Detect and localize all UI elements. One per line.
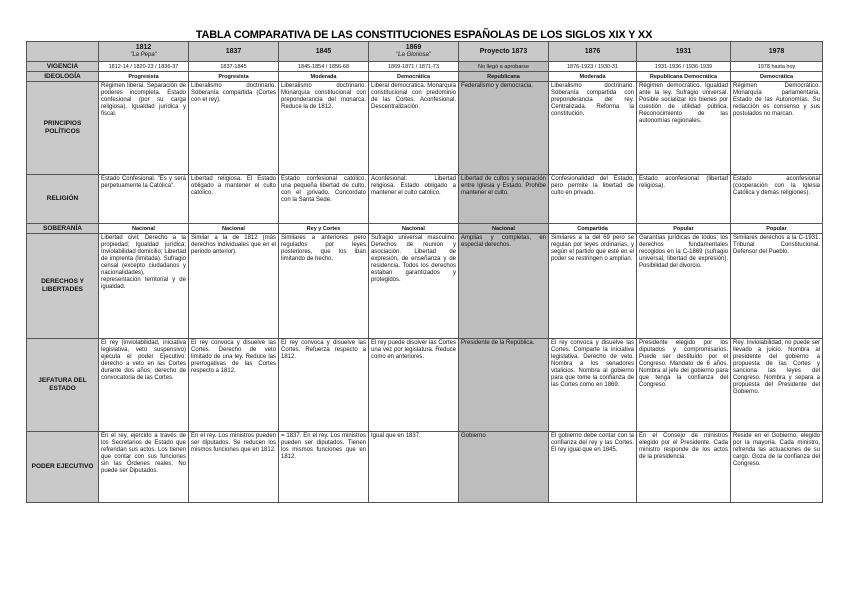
cell: Estado confesional católico, una pequeña libertad de culto, con el ¡privado. Concordato con la Santa Sede. [279,175,369,224]
header-proyecto-1873 [459,42,549,62]
cell: Estado aconfesional (libertad religiosa). [637,175,731,224]
cell: Estado Confesional. "Es y será perpetuamente la Católica". [99,175,189,224]
header-1845 [279,42,369,62]
cell: Régimen democrático. Igualdad ante la ley. Sufragio universal. Posible socializar los bienes por cuestión de utilidad pública. Reconocimiento de las autonomías regionales. [637,82,731,175]
cell: Popular [731,224,823,234]
cell: Nacional [99,224,189,234]
cell: Democrática [369,72,459,82]
cell: El rey puede disolver las Cortes una vez por legislatura. Reduce como en anteriores. [369,339,459,432]
row-soberania [27,224,823,234]
cell: 1876-1923 / 1930-31 [549,62,637,72]
row-label-religion: RELIGIÓN [27,175,99,224]
row-poder [27,432,823,503]
header-1869 [369,42,459,62]
cell: Libertad de cultos y separación entre Iglesia y Estado. Prohibe mantener el culto. [459,175,549,224]
cell: Progresista [189,72,279,82]
cell: Nacional [369,224,459,234]
cell: Igual que en 1837. [369,432,459,503]
row-ideologia [27,72,823,82]
cell: 1869-1871 / 1871-73 [369,62,459,72]
cell: Similares a la del 69 pero se regulan por leyes ordinarias, y según el partido que esté en el poder se restringen o amplían. [549,234,637,339]
cell: No llegó a aprobarse [459,62,549,72]
cell: Rey y Cortes [279,224,369,234]
cell: Gobierno [459,432,549,503]
cell: 1978 hasta hoy [731,62,823,72]
cell: Republicana [459,72,549,82]
cell: Nacional [189,224,279,234]
header-year: 1931 [675,47,692,55]
header-1876 [549,42,637,62]
cell: Presidente de la República. [459,339,549,432]
cell: Liberalismo doctrinario. Soberanía compartida (Cortes con el rey). [189,82,279,175]
cell: En el rey. Los ministros pueden ser diputados. Se reducen los mismos funciones que en 1812. [189,432,279,503]
header-1978 [731,42,823,62]
cell: Aconfesional: Libertad religiosa. Estado obligado a mantener el culto católico. [369,175,459,224]
cell: Régimen Democrático. Monarquía parlamentaria. Estado de las Autonomías. Su redacción es consenso y sus postulados no marcan. [731,82,823,175]
cell: El gobierno debe contar con la confianza del rey y las Cortes. El rey igual que en 1845. [549,432,637,503]
cell: El rey convoca y disuelve las Cortes. Refuerza respecto a 1812. [279,339,369,432]
header-1837 [189,42,279,62]
cell: Libertad civil; Derecho a la propiedad; Igualdad jurídica; Inviolabilidad domicilio; Libertad de imprenta (limitada). Sufragio censal (excepto ciudadanos y nacionalidades), representación territorial y de igualdad. [99,234,189,339]
header-year: 1869 [405,44,422,51]
cell: En el rey, ejercido a través de los Secretarios de Estado que refrendan sus actos. Los tienen que contar con sus funciones sin las Órdenes reales. No puede ser Diputados. [99,432,189,503]
header-year: 1876 [584,47,601,55]
header-nickname: "La Gloriosa" [396,52,431,58]
cell: Moderada [279,72,369,82]
row-jefatura [27,339,823,432]
cell: Similares a anteriores pero regulados por leyes posteriores, que los iban limitando de hecho. [279,234,369,339]
cell: = 1837. En el rey. Los ministros pueden ser diputados. Tienen los mismos funciones que en 1812. [279,432,369,503]
cell: Similares derechos a la C-1931. Tribunal Constitucional. Defensor del Pueblo. [731,234,823,339]
cell: Liberalismo doctrinario. Monarquía constitucional con preponderancia del monarca. Reduce la de 1812. [279,82,369,175]
cell: Amplias y completas, en especial derechos. [459,234,549,339]
header-year: 1845 [315,47,332,55]
row-label-principios: PRINCIPIOS POLÍTICOS [27,82,99,175]
document-title: TABLA COMPARATIVA DE LAS CONSTITUCIONES ESPAÑOLAS DE LOS SIGLOS XIX Y XX [195,29,653,41]
row-label-soberania: SOBERANÍA [27,224,99,234]
cell: Progresista [99,72,189,82]
cell: 1931-1936 / 1936-1939 [637,62,731,72]
cell: 1845-1854 / 1856-68 [279,62,369,72]
cell: Libertad religiosa. El Estado obligado a mantener el culto católico. [189,175,279,224]
cell: Liberal democrática. Monarquía constitucional con predominio de las Cortes. Aconfesional. Descentralización. [369,82,459,175]
header-1931 [637,42,731,62]
cell: Nacional [459,224,549,234]
header-year: Proyecto 1873 [479,47,528,55]
header-nickname: "La Pepa" [130,52,157,58]
cell: Presidente elegido por los diputados y compromisarios. Puede ser destituido por el Congreso. Mandato de 6 años. Nombra al jefe del gobierno para que tenga la confianza del Congreso. [637,339,731,432]
row-principios [27,82,823,175]
cell: Liberalismo doctrinario. Soberanía compartida con preponderancia del rey. Centralizada. Reforma la constitución. [549,82,637,175]
cell: El rey (inviolabilidad, iniciativa legislativa, veto suspensivo) ejecuta el poder Ejecutivo: derecho a veto en las Cortes durante dos años; derecho de convocatoria de las Cortes. [99,339,189,432]
cell: Estado aconfesional (cooperación con la Iglesia Católica y demás religiones). [731,175,823,224]
cell: Similar a la de 1812 (más derechos individuales que en el periodo anterior). [189,234,279,339]
row-label-derechos: DERECHOS Y LIBERTADES [27,234,99,339]
cell: Federalismo y democracia. [459,82,549,175]
comparison-table [26,41,823,503]
header-year: 1812 [135,44,152,51]
row-derechos [27,234,823,339]
cell: El rey convoca y disuelve las Cortes. Comparte la iniciativa legislativa. Derecho de veto. Nombra a los senadores vitalicios. Nombra al gobierno para que tome la confianza de las Cortes como en 1869. [549,339,637,432]
header-year: 1978 [768,47,785,55]
header-1812 [99,42,189,62]
header-corner [27,42,99,62]
cell: Democrática [731,72,823,82]
cell: Régimen liberal. Separación de poderes incompleta. Estado confesional (por su carga religiosa). Igualdad jurídica y fiscal. [99,82,189,175]
cell: Popular [637,224,731,234]
cell: Compartida [549,224,637,234]
header-year: 1837 [225,47,242,55]
cell: Garantías jurídicas de todos; los derechos fundamentales recogidos en la C-1869 (sufragio universal, libertad de expresión). Posibilidad del divorcio. [637,234,731,339]
cell: 1837-1845 [189,62,279,72]
cell: Sufragio universal masculino. Derechos de reunión y asociación. Libertad de expresión, de enseñanza y de residencia. Todos los derechos estaban garantizados y protegidos. [369,234,459,339]
cell: En el Consejo de ministros elegido por el Presidente. Cada ministro responde de los actos de la presidencia. [637,432,731,503]
row-label-vigencia: VIGENCIA [27,62,99,72]
cell: Confesionalidad del Estado, pero permite la libertad de culto en privado. [549,175,637,224]
header-row [27,42,823,62]
row-label-ideologia: IDEOLOGÍA [27,72,99,82]
row-label-poder: PODER EJECUTIVO [27,432,99,503]
row-vigencia [27,62,823,72]
row-religion [27,175,823,224]
cell: Reside en el Gobierno, elegido por la mayoría. Cada ministro, refrenda las actuaciones de su cargo. Goza de la confianza del Congreso. [731,432,823,503]
cell: Republicana Democrática [637,72,731,82]
cell: Rey. Inviolabilidad; no puede ser llevado a juicio. Nombra al presidente del gobierno a propuesta de las Cortes y sanciona las leyes del Congreso. Nombra y separa a propuesta del Presidente del Gobierno. [731,339,823,432]
cell: 1812-14 / 1820-23 / 1836-37 [99,62,189,72]
row-label-jefatura: JEFATURA DEL ESTADO [27,339,99,432]
cell: Moderada [549,72,637,82]
cell: El rey convoca y disuelve las Cortes. Derecho de veto limitado de una ley. Reduce las prerrogativas de las Cortes respecto a 1812. [189,339,279,432]
